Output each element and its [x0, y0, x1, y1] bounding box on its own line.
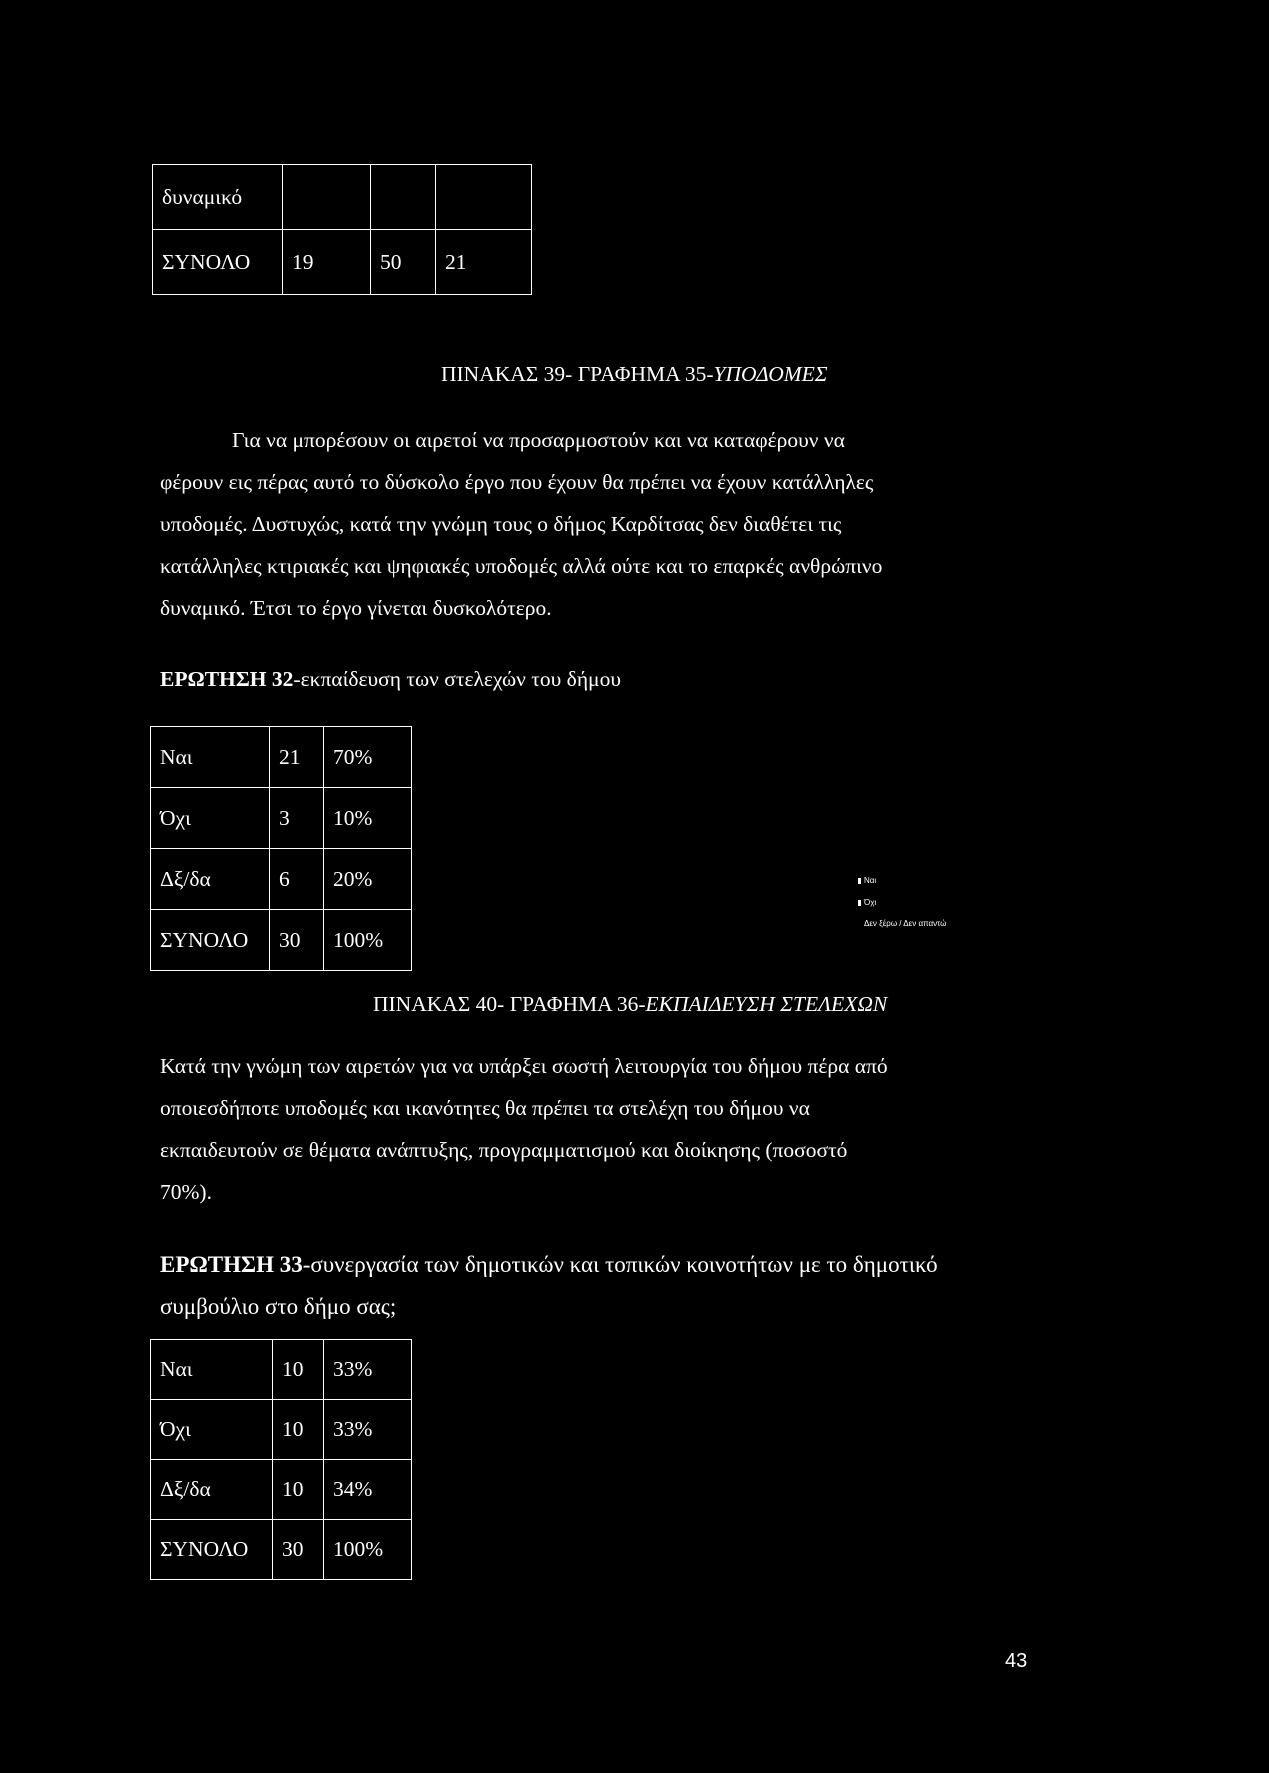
question-33 — [160, 1244, 938, 1328]
table-row — [153, 165, 532, 230]
paragraph-line: υποδομές. Δυστυχώς, κατά την γνώμη τους ο δήμος Καρδίτσας δεν διαθέτει τις — [160, 512, 842, 536]
table-row — [153, 230, 532, 295]
legend-item — [858, 898, 876, 907]
legend-label: Ναι — [864, 876, 877, 885]
table-cell: δυναμικό — [153, 165, 283, 230]
legend-label: Όχι — [864, 898, 877, 907]
table-cell: Όχι — [151, 1400, 273, 1460]
question-text: συμβούλιο στο δήμο σας; — [160, 1294, 397, 1319]
table-cell: 3 — [270, 788, 324, 849]
paragraph-line: Κατά την γνώμη των αιρετών για να υπάρξει σωστή λειτουργία του δήμου πέρα από — [160, 1054, 888, 1078]
table-row — [151, 1400, 412, 1460]
paragraph-line: κατάλληλες κτιριακές και ψηφιακές υποδομές αλλά ούτε και το επαρκές ανθρώπινο — [160, 554, 883, 578]
paragraph-line: φέρουν εις πέρας αυτό το δύσκολο έργο που έχουν θα πρέπει να έχουν κατάλληλες — [160, 470, 874, 494]
paragraph-infrastructure — [160, 419, 882, 629]
caption-prefix: ΠΙΝΑΚΑΣ 39- ΓΡΑΦΗΜΑ 35- — [441, 362, 714, 386]
table-cell: 6 — [270, 849, 324, 910]
caption-table-40 — [373, 992, 887, 1017]
table-cell: ΣΥΝΟΛΟ — [151, 1520, 273, 1580]
table-cell: 70% — [324, 727, 412, 788]
table-top — [152, 164, 532, 295]
caption-italic: ΥΠΟΔΟΜΕΣ — [713, 362, 828, 386]
question-32 — [160, 658, 621, 700]
table-cell: 30 — [273, 1520, 324, 1580]
table-cell: 19 — [283, 230, 371, 295]
table-cell: 50 — [371, 230, 436, 295]
question-text: -εκπαίδευση των στελεχών του δήμου — [293, 667, 621, 691]
question-text: -συνεργασία των δημοτικών και τοπικών κοινοτήτων με το δημοτικό — [302, 1252, 938, 1277]
paragraph-training — [160, 1045, 888, 1213]
table-cell: 10 — [273, 1460, 324, 1520]
table-cell: 10% — [324, 788, 412, 849]
table-cell — [283, 165, 371, 230]
table-cell — [371, 165, 436, 230]
table-row — [151, 849, 412, 910]
table-cell: ΣΥΝΟΛΟ — [151, 910, 270, 971]
paragraph-line: Για να μπορέσουν οι αιρετοί να προσαρμοστούν και να καταφέρουν να — [232, 428, 845, 452]
paragraph-line: δυναμικό. Έτσι το έργο γίνεται δυσκολότερο. — [160, 596, 552, 620]
table-cell: 10 — [273, 1400, 324, 1460]
legend-label: Δεν ξέρω / Δεν απαντώ — [864, 919, 947, 928]
legend-swatch — [858, 900, 861, 906]
question-number: ΕΡΩΤΗΣΗ 32 — [160, 667, 294, 691]
question-number: ΕΡΩΤΗΣΗ 33 — [160, 1252, 303, 1277]
table-row — [151, 727, 412, 788]
table-cell: 20% — [324, 849, 412, 910]
table-row — [151, 788, 412, 849]
table-cell: 33% — [324, 1400, 412, 1460]
table-cell: 21 — [436, 230, 532, 295]
legend-item — [858, 876, 876, 885]
table-cell: 10 — [273, 1340, 324, 1400]
paragraph-line: εκπαιδευτούν σε θέματα ανάπτυξης, προγραμματισμού και διοίκησης (ποσοστό — [160, 1138, 848, 1162]
table-cell: Ναι — [151, 727, 270, 788]
table-row — [151, 1340, 412, 1400]
table-cell: 100% — [324, 910, 412, 971]
table-cell: Όχι — [151, 788, 270, 849]
paragraph-line: 70%). — [160, 1180, 212, 1204]
legend-swatch — [858, 878, 861, 884]
paragraph-line: οποιεσδήποτε υποδομές και ικανότητες θα πρέπει τα στελέχη του δήμου να — [160, 1096, 810, 1120]
table-cell: Δξ/δα — [151, 1460, 273, 1520]
table-row — [151, 1520, 412, 1580]
table-cell: Ναι — [151, 1340, 273, 1400]
legend-item — [864, 919, 946, 928]
table-cell — [436, 165, 532, 230]
table-cell: 34% — [324, 1460, 412, 1520]
table-cell: 30 — [270, 910, 324, 971]
table-row — [151, 910, 412, 971]
table-cell: ΣΥΝΟΛΟ — [153, 230, 283, 295]
table-question-33 — [150, 1339, 412, 1580]
table-question-32 — [150, 726, 412, 971]
table-cell: 33% — [324, 1340, 412, 1400]
caption-table-39 — [441, 362, 828, 387]
table-cell: 100% — [324, 1520, 412, 1580]
table-cell: Δξ/δα — [151, 849, 270, 910]
caption-italic: ΕΚΠΑΙΔΕΥΣΗ ΣΤΕΛΕΧΩΝ — [645, 992, 888, 1016]
table-row — [151, 1460, 412, 1520]
page-number: 43 — [1005, 1650, 1028, 1672]
table-cell: 21 — [270, 727, 324, 788]
caption-prefix: ΠΙΝΑΚΑΣ 40- ΓΡΑΦΗΜΑ 36- — [373, 992, 646, 1016]
